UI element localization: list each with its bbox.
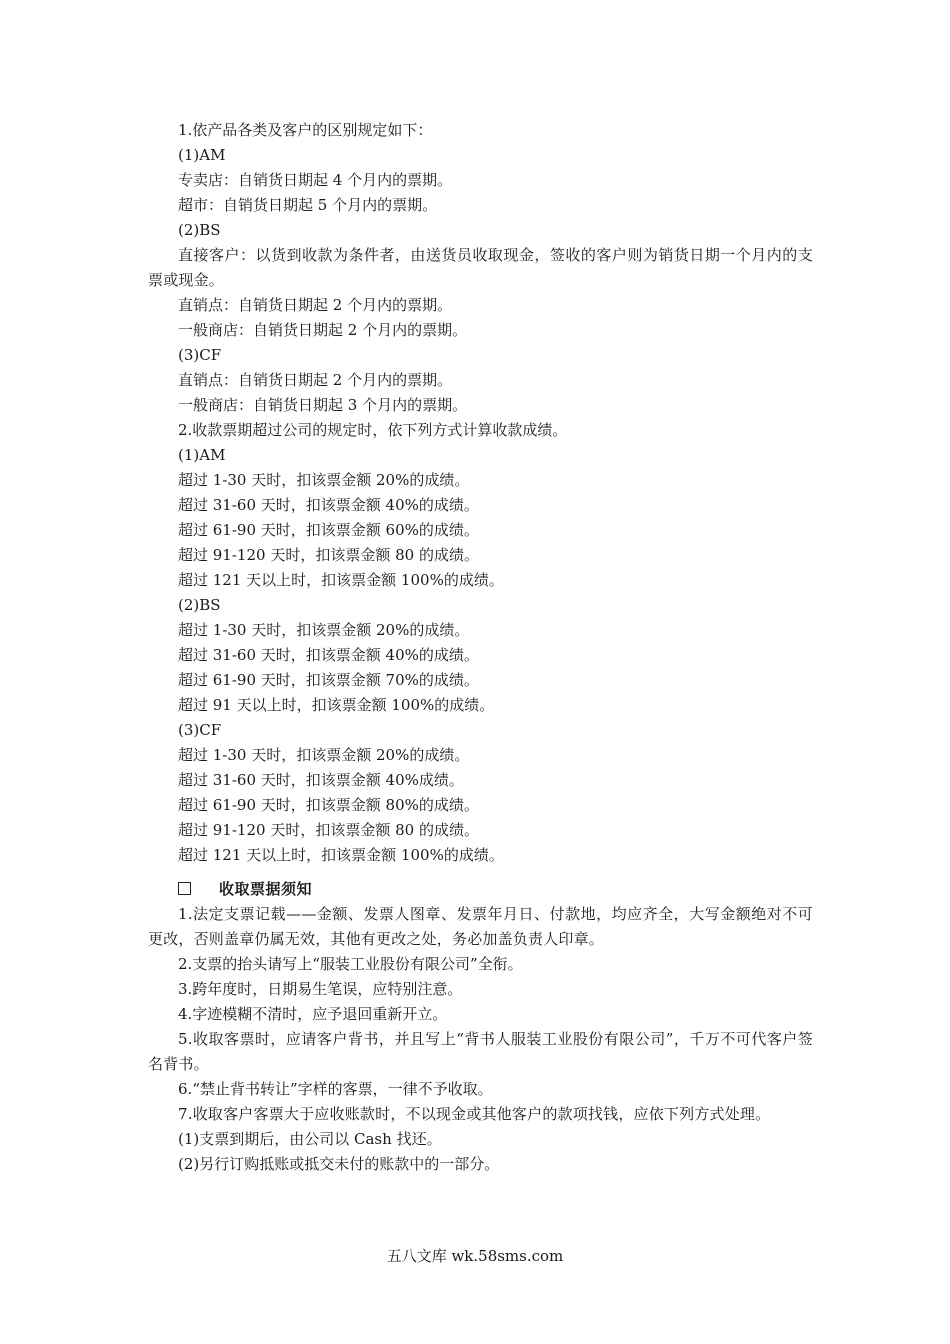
text-line: (2)BS — [178, 596, 221, 614]
rule-line: (2)另行订购抵账或抵交未付的账款中的一部分。 — [178, 1155, 500, 1173]
text-line: 超过 91-120 天时，扣该票金额 80 的成绩。 — [178, 546, 479, 564]
checkbox-square-icon — [178, 882, 191, 895]
text-line: 直销点：自销货日期起 2 个月内的票期。 — [178, 371, 453, 389]
text-line: 直销点：自销货日期起 2 个月内的票期。 — [178, 296, 453, 314]
rule-line: 4.字迹模糊不清时，应予退回重新开立。 — [178, 1005, 448, 1023]
text-line: 超过 31-60 天时，扣该票金额 40%的成绩。 — [178, 496, 479, 514]
text-line: 超过 61-90 天时，扣该票金额 70%的成绩。 — [178, 671, 479, 689]
text-line: 超过 61-90 天时，扣该票金额 60%的成绩。 — [178, 521, 479, 539]
text-line: (3)CF — [178, 346, 222, 364]
footer-watermark: 五八文库 wk.58sms.com — [386, 1247, 564, 1265]
text-line: (1)AM — [178, 146, 226, 164]
text-line: 超过 31-60 天时，扣该票金额 40%的成绩。 — [178, 646, 479, 664]
text-line: 超过 1-30 天时，扣该票金额 20%的成绩。 — [178, 621, 470, 639]
text-line: 超过 1-30 天时，扣该票金额 20%的成绩。 — [178, 746, 470, 764]
rule-paragraph: 1.法定支票记载——金额、发票人图章、发票年月日、付款地，均应齐全，大写金额绝对不可更改，否则盖章仍属无效，其他有更改之处，务必加盖负责人印章。 — [148, 905, 813, 948]
document-body — [148, 118, 813, 1177]
text-line: 2.收款票期超过公司的规定时，依下列方式计算收款成绩。 — [178, 421, 568, 439]
rule-line: 6.“禁止背书转让”字样的客票，一律不予收取。 — [178, 1080, 493, 1098]
rule-paragraph: 5.收取客票时，应请客户背书，并且写上“背书人服装工业股份有限公司”，千万不可代客户签名背书。 — [148, 1030, 813, 1073]
text-line: 一般商店：自销货日期起 2 个月内的票期。 — [178, 321, 468, 339]
text-line: 一般商店：自销货日期起 3 个月内的票期。 — [178, 396, 468, 414]
text-line: (1)AM — [178, 446, 226, 464]
section-heading-text: 收取票据须知 — [219, 880, 313, 898]
rule-line: 3.跨年度时，日期易生笔误，应特别注意。 — [178, 980, 463, 998]
text-line: (3)CF — [178, 721, 222, 739]
text-line: (2)BS — [178, 221, 221, 239]
paragraph-bs-direct: 直接客户：以货到收款为条件者，由送货员收取现金，签收的客户则为销货日期一个月内的支票或现金。 — [148, 246, 813, 289]
text-line: 1.依产品各类及客户的区别规定如下： — [178, 121, 433, 139]
text-line: 超过 121 天以上时，扣该票金额 100%的成绩。 — [178, 846, 504, 864]
text-line: 超过 1-30 天时，扣该票金额 20%的成绩。 — [178, 471, 470, 489]
section-heading — [148, 877, 813, 902]
text-line: 超过 31-60 天时，扣该票金额 40%成绩。 — [178, 771, 464, 789]
rule-paragraph: 7.收取客户客票大于应收账款时，不以现金或其他客户的款项找钱，应依下列方式处理。 — [178, 1105, 771, 1123]
text-line: 专卖店：自销货日期起 4 个月内的票期。 — [178, 171, 453, 189]
text-line: 超过 91 天以上时，扣该票金额 100%的成绩。 — [178, 696, 495, 714]
text-line: 超过 61-90 天时，扣该票金额 80%的成绩。 — [178, 796, 479, 814]
rule-line: 2.支票的抬头请写上“服装工业股份有限公司”全衔。 — [178, 955, 523, 973]
text-line: 超市：自销货日期起 5 个月内的票期。 — [178, 196, 438, 214]
text-line: 超过 91-120 天时，扣该票金额 80 的成绩。 — [178, 821, 479, 839]
text-line: 超过 121 天以上时，扣该票金额 100%的成绩。 — [178, 571, 504, 589]
rule-line: (1)支票到期后，由公司以 Cash 找还。 — [178, 1130, 442, 1148]
